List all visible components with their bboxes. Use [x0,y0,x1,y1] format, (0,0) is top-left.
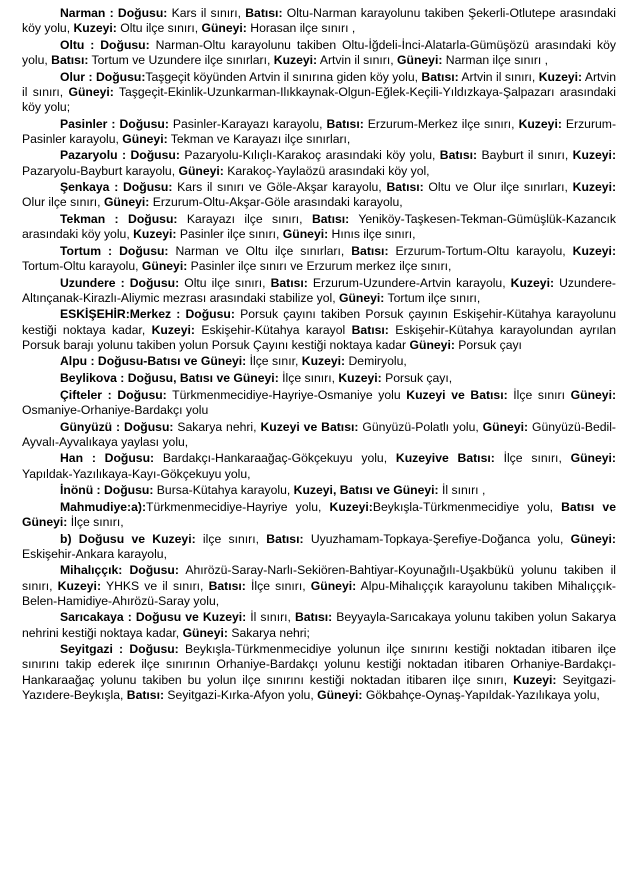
body-text: Narman ve Oltu ilçe sınırları, [168,243,352,258]
body-text: Erzurum-Uzundere-Artvin karayolu, [307,275,511,290]
bold-label: Kuzeyive Batısı: [395,451,495,466]
body-text: Hınıs ilçe sınırı, [328,227,416,242]
district-paragraph [22,244,616,274]
body-text: Olur ilçe sınırı, [22,195,104,210]
body-text: İlçe sınırı, [67,515,124,529]
bold-label: Kuzeyi: [329,499,373,514]
bold-label: Kuzeyi, Batısı ve Güneyi: [293,483,439,498]
body-text: Yapıldak-Yazılıkaya-Kayı-Gökçekuyu yolu, [22,466,251,481]
body-text: Beykışla-Türkmenmecidiye yolunun ilçe sınırını kestiği noktadan itibaren ilçe sınırını takip ederek ilçe sınırının Orhaniye-Bardakçı yolunu kestiği noktadan itibaren Orhaniye-Bardakçı-Hankaraağaç yolunu takiben bu yolun ilçe sınırını kestiği noktadan itibaren ilçe sınırı, [22,642,616,687]
bold-label: Güneyi: [409,337,455,352]
body-text: Pasinler ilçe sınırı ve Erzurum merkez ilçe sınırı, [187,259,452,273]
bold-label: Beylikova : Doğusu, Batısı ve Güneyi: [60,371,279,386]
bold-label: Kuzeyi: [572,243,616,258]
body-text: Oltu ilçe sınırı, [179,275,271,290]
bold-label: Uzundere : Doğusu: [60,275,180,290]
body-text: Narman ilçe sınırı , [442,52,549,67]
bold-label: Güneyi: [182,625,228,640]
bold-label: Kuzeyi: [133,227,177,242]
body-text: İlçe sınırı, [278,371,339,386]
district-paragraph [22,180,616,210]
bold-label: Narman : Doğusu: [60,6,168,20]
body-text: Taşgeçit-Ekinlik-Uzunkarman-Ilıkkaynak-Olgun-Eğlek-Keçili-Yıldızkaya-Şalpazarı arasındaki köy yolu; [22,84,616,114]
bold-label: Seyitgazi : Doğusu: [60,642,179,657]
bold-label: Kuzeyi: [538,69,583,84]
bold-label: Kuzeyi: [572,180,617,195]
bold-label: Batısı: [421,69,459,84]
body-text: Seyitgazi-Kırka-Afyon yolu, [164,687,318,702]
bold-label: Güneyi: [68,84,114,99]
bold-label: Güneyi: [482,419,529,434]
bold-label: Batısı: [245,6,283,20]
bold-label: Han : Doğusu: [60,451,155,466]
district-paragraph [22,642,616,703]
body-text: Tekman ve Karayazı ilçe sınırları, [167,131,351,146]
bold-label: Güneyi: [103,195,150,210]
body-text: Beykışla-Türkmenmecidiye yolu, [372,499,562,514]
bold-label: Kuzeyi ve Batısı: [260,419,359,434]
bold-label: Sarıcakaya : Doğusu ve Kuzeyi: [60,610,247,625]
body-text: Oltu-Narman karayolunu takiben Şekerli-Otlutepe arasındaki köy yolu, [22,6,616,36]
district-paragraph [22,117,616,147]
body-text: Uzundere-Altınçanak-Kirazlı-Aliymic mezrası arasındaki stabilize yol, [22,275,616,305]
bold-label: Güneyi: [122,131,168,146]
bold-label: Batısı: [386,180,424,195]
bold-label: Pazaryolu : Doğusu: [60,148,180,163]
district-paragraph [22,500,616,530]
bold-label: Mahmudiye:a): [60,499,146,514]
body-text: İlçe sınırı [507,387,571,402]
district-paragraph [22,354,616,369]
bold-label: Kuzeyi: [151,322,195,337]
district-paragraph [22,610,616,640]
body-text: Gökbahçe-Oynaş-Yapıldak-Yazılıkaya yolu, [362,687,600,702]
body-text: Osmaniye-Orhaniye-Bardakçı yolu [22,402,209,417]
bold-label: Batısı: [439,148,478,163]
body-text: Pasinler ilçe sınırı, [176,227,283,242]
body-text: Seyitgazi-Yazıdere-Beykışla, [22,672,616,702]
bold-label: Kuzeyi: [57,578,101,593]
bold-label: b) Doğusu ve Kuzeyi: [60,531,196,546]
body-text: Bayburt il sınırı, [477,148,573,163]
district-paragraph [22,38,616,68]
body-text: Erzurum-Pasinler karayolu, [22,116,617,146]
bold-label: Tortum : Doğusu: [60,243,169,258]
body-text: Ahırözü-Saray-Narlı-Sekiören-Bahtiyar-Koyunağılı-Uşakbükü yolunu takiben il sınırı, [22,563,616,593]
body-text: Eskişehir-Ankara karayolu, [22,546,167,561]
district-paragraph [22,70,616,115]
body-text: Eskişehir-Kütahya karayolundan ayrılan Porsuk barajı yolunu takiben yolun Porsuk Çayını kestiği noktaya kadar [22,322,616,352]
body-text: Tortum-Oltu karayolu, [22,259,142,273]
bold-label: Güneyi: [317,687,363,702]
district-paragraph [22,420,616,450]
body-text: İl sınırı , [438,483,486,498]
district-paragraph [22,212,616,242]
bold-label: Güneyi: [570,531,616,546]
bold-label: Kuzeyi ve Batısı: [406,387,508,402]
body-text: Karayazı ilçe sınırı, [177,212,312,227]
body-text: Horasan ilçe sınırı , [246,21,356,36]
bold-label: Alpu : Doğusu-Batısı ve Güneyi: [60,354,247,369]
body-text: Türkmenmecidiye-Hayriye-Osmaniye yolu [166,387,407,402]
bold-label: Güneyi: [570,387,617,402]
bold-label: Şenkaya : Doğusu: [60,180,173,195]
body-text: Kars il sınırı ve Göle-Akşar karayolu, [172,180,387,195]
body-text: Demiryolu, [345,354,407,369]
body-text: Alpu-Mihalıççık karayolunu takiben Mihalıççık-Belen-Hamidiye-Ahırözü-Saray yolu, [22,578,616,608]
body-text: Uyuzhamam-Topkaya-Şerefiye-Doğanca yolu, [303,531,571,546]
bold-label: Batısı: [51,52,89,67]
district-paragraph [22,388,616,418]
bold-label: Batısı ve Güneyi: [22,499,616,529]
bold-label: Kuzeyi: [510,275,555,290]
bold-label: Pasinler : Doğusu: [60,116,169,131]
body-text: İl sınırı, [246,610,295,625]
bold-label: Güneyi: [397,52,443,67]
body-text: Porsuk çayı [454,337,522,352]
district-paragraph [22,148,616,178]
bold-label: Güneyi: [282,227,329,242]
body-text: Erzurum-Tortum-Oltu karayolu, [388,243,573,258]
body-text: Bursa-Kütahya karayolu, [153,483,294,498]
body-text: Sakarya nehri; [227,625,310,640]
bold-label: Kuzeyi: [338,371,382,386]
body-text: Yeniköy-Taşkesen-Tekman-Gümüşlük-Kazancık arasındaki köy yolu, [22,212,616,242]
bold-label: Batısı: [294,610,333,625]
body-text: Kars il sınırı, [167,6,246,20]
bold-label: Batısı: [266,531,304,546]
district-paragraph [22,483,616,498]
district-paragraph [22,563,616,608]
bold-label: Mihalıççık: Doğusu: [60,563,179,578]
district-paragraph [22,276,616,306]
body-text: Artvin il sınırı, [317,52,398,67]
body-text: Artvin il sınırı, [458,69,539,84]
body-text: Erzurum-Oltu-Akşar-Göle arasındaki karayolu, [149,195,403,210]
body-text: Bardakçı-Hankaraağaç-Gökçekuyu yolu, [154,451,396,466]
body-text: Erzurum-Merkez ilçe sınırı, [363,116,519,131]
body-text: ilçe sınırı, [195,531,267,546]
district-paragraph [22,6,616,36]
bold-label: Güneyi: [338,290,385,305]
body-text: İlçe sınırı, [494,451,571,466]
body-text: Karakoç-Yaylaözü arasındaki köy yol, [223,163,430,178]
bold-label: Güneyi: [141,259,188,273]
bold-label: Batısı: [326,116,364,131]
bold-label: Kuzeyi: [301,354,346,369]
bold-label: Kuzeyi: [73,21,117,36]
bold-label: Günyüzü : Doğusu: [60,419,174,434]
bold-label: ESKİŞEHİR:Merkez : Doğusu: [60,307,235,322]
bold-label: Oltu : Doğusu: [60,37,150,52]
bold-label: Kuzeyi: [572,148,616,163]
bold-label: Kuzeyi: [513,672,557,687]
body-text: Pazaryolu-Bayburt karayolu, [22,163,179,178]
body-text: Eskişehir-Kütahya karayol [194,322,352,337]
body-text: Narman-Oltu karayolunu takiben Oltu-İğdeli-İnci-Alatarla-Gümüşözü arasındaki köy yolu, [22,37,616,67]
bold-label: Güneyi: [310,578,357,593]
body-text: Günyüzü-Bedil-Ayvalı-Ayvalıkaya yaylası yolu, [22,419,616,449]
district-paragraph [22,532,616,562]
bold-label: Batısı: [351,322,389,337]
bold-label: Olur : Doğusu: [60,69,146,84]
body-text: Türkmenmecidiye-Hayriye yolu, [146,499,330,514]
body-text: Günyüzü-Polatlı yolu, [358,419,483,434]
bold-label: Batısı: [270,275,308,290]
body-text: İlçe sınırı, [245,578,311,593]
body-text: Tortum ve Uzundere ilçe sınırları, [88,52,274,67]
bold-label: Güneyi: [201,21,247,36]
bold-label: Güneyi: [570,451,616,466]
body-text: Porsuk çayı, [381,371,453,386]
district-paragraph [22,307,616,352]
district-paragraph [22,371,616,386]
bold-label: İnönü : Doğusu: [60,483,154,498]
body-text: Pazaryolu-Kılıçlı-Karakoç arasındaki köy yolu, [179,148,440,163]
bold-label: Güneyi: [178,163,224,178]
body-text: Tortum ilçe sınırı, [384,290,481,305]
bold-label: Batısı: [351,243,389,258]
bold-label: Çifteler : Doğusu: [60,387,167,402]
body-text: Artvin il sınırı, [22,69,616,99]
body-text: Sakarya nehri, [173,419,261,434]
body-text: Beyyayla-Sarıcakaya yolunu takiben yolun Sakarya nehrini kestiği noktaya kadar, [22,610,617,640]
bold-label: Batısı: [311,212,350,227]
bold-label: Tekman : Doğusu: [60,212,178,227]
bold-label: Kuzeyi: [273,52,318,67]
district-paragraph [22,451,616,481]
body-text: Pasinler-Karayazı karayolu, [168,116,327,131]
body-text: Porsuk çayını takiben Porsuk çayının Eskişehir-Kütahya karayolunu kestiği noktaya kadar, [22,307,616,337]
body-text: YHKS ve il sınırı, [101,578,209,593]
bold-label: Batısı: [126,687,165,702]
body-text: Taşgeçit köyünden Artvin il sınırına giden köy yolu, [145,69,422,84]
body-text: Oltu ilçe sınırı, [116,21,202,36]
body-text: Oltu ve Olur ilçe sınırları, [423,180,573,195]
bold-label: Kuzeyi: [518,116,562,131]
bold-label: Batısı: [208,578,246,593]
body-text: İlçe sınır, [246,354,302,369]
